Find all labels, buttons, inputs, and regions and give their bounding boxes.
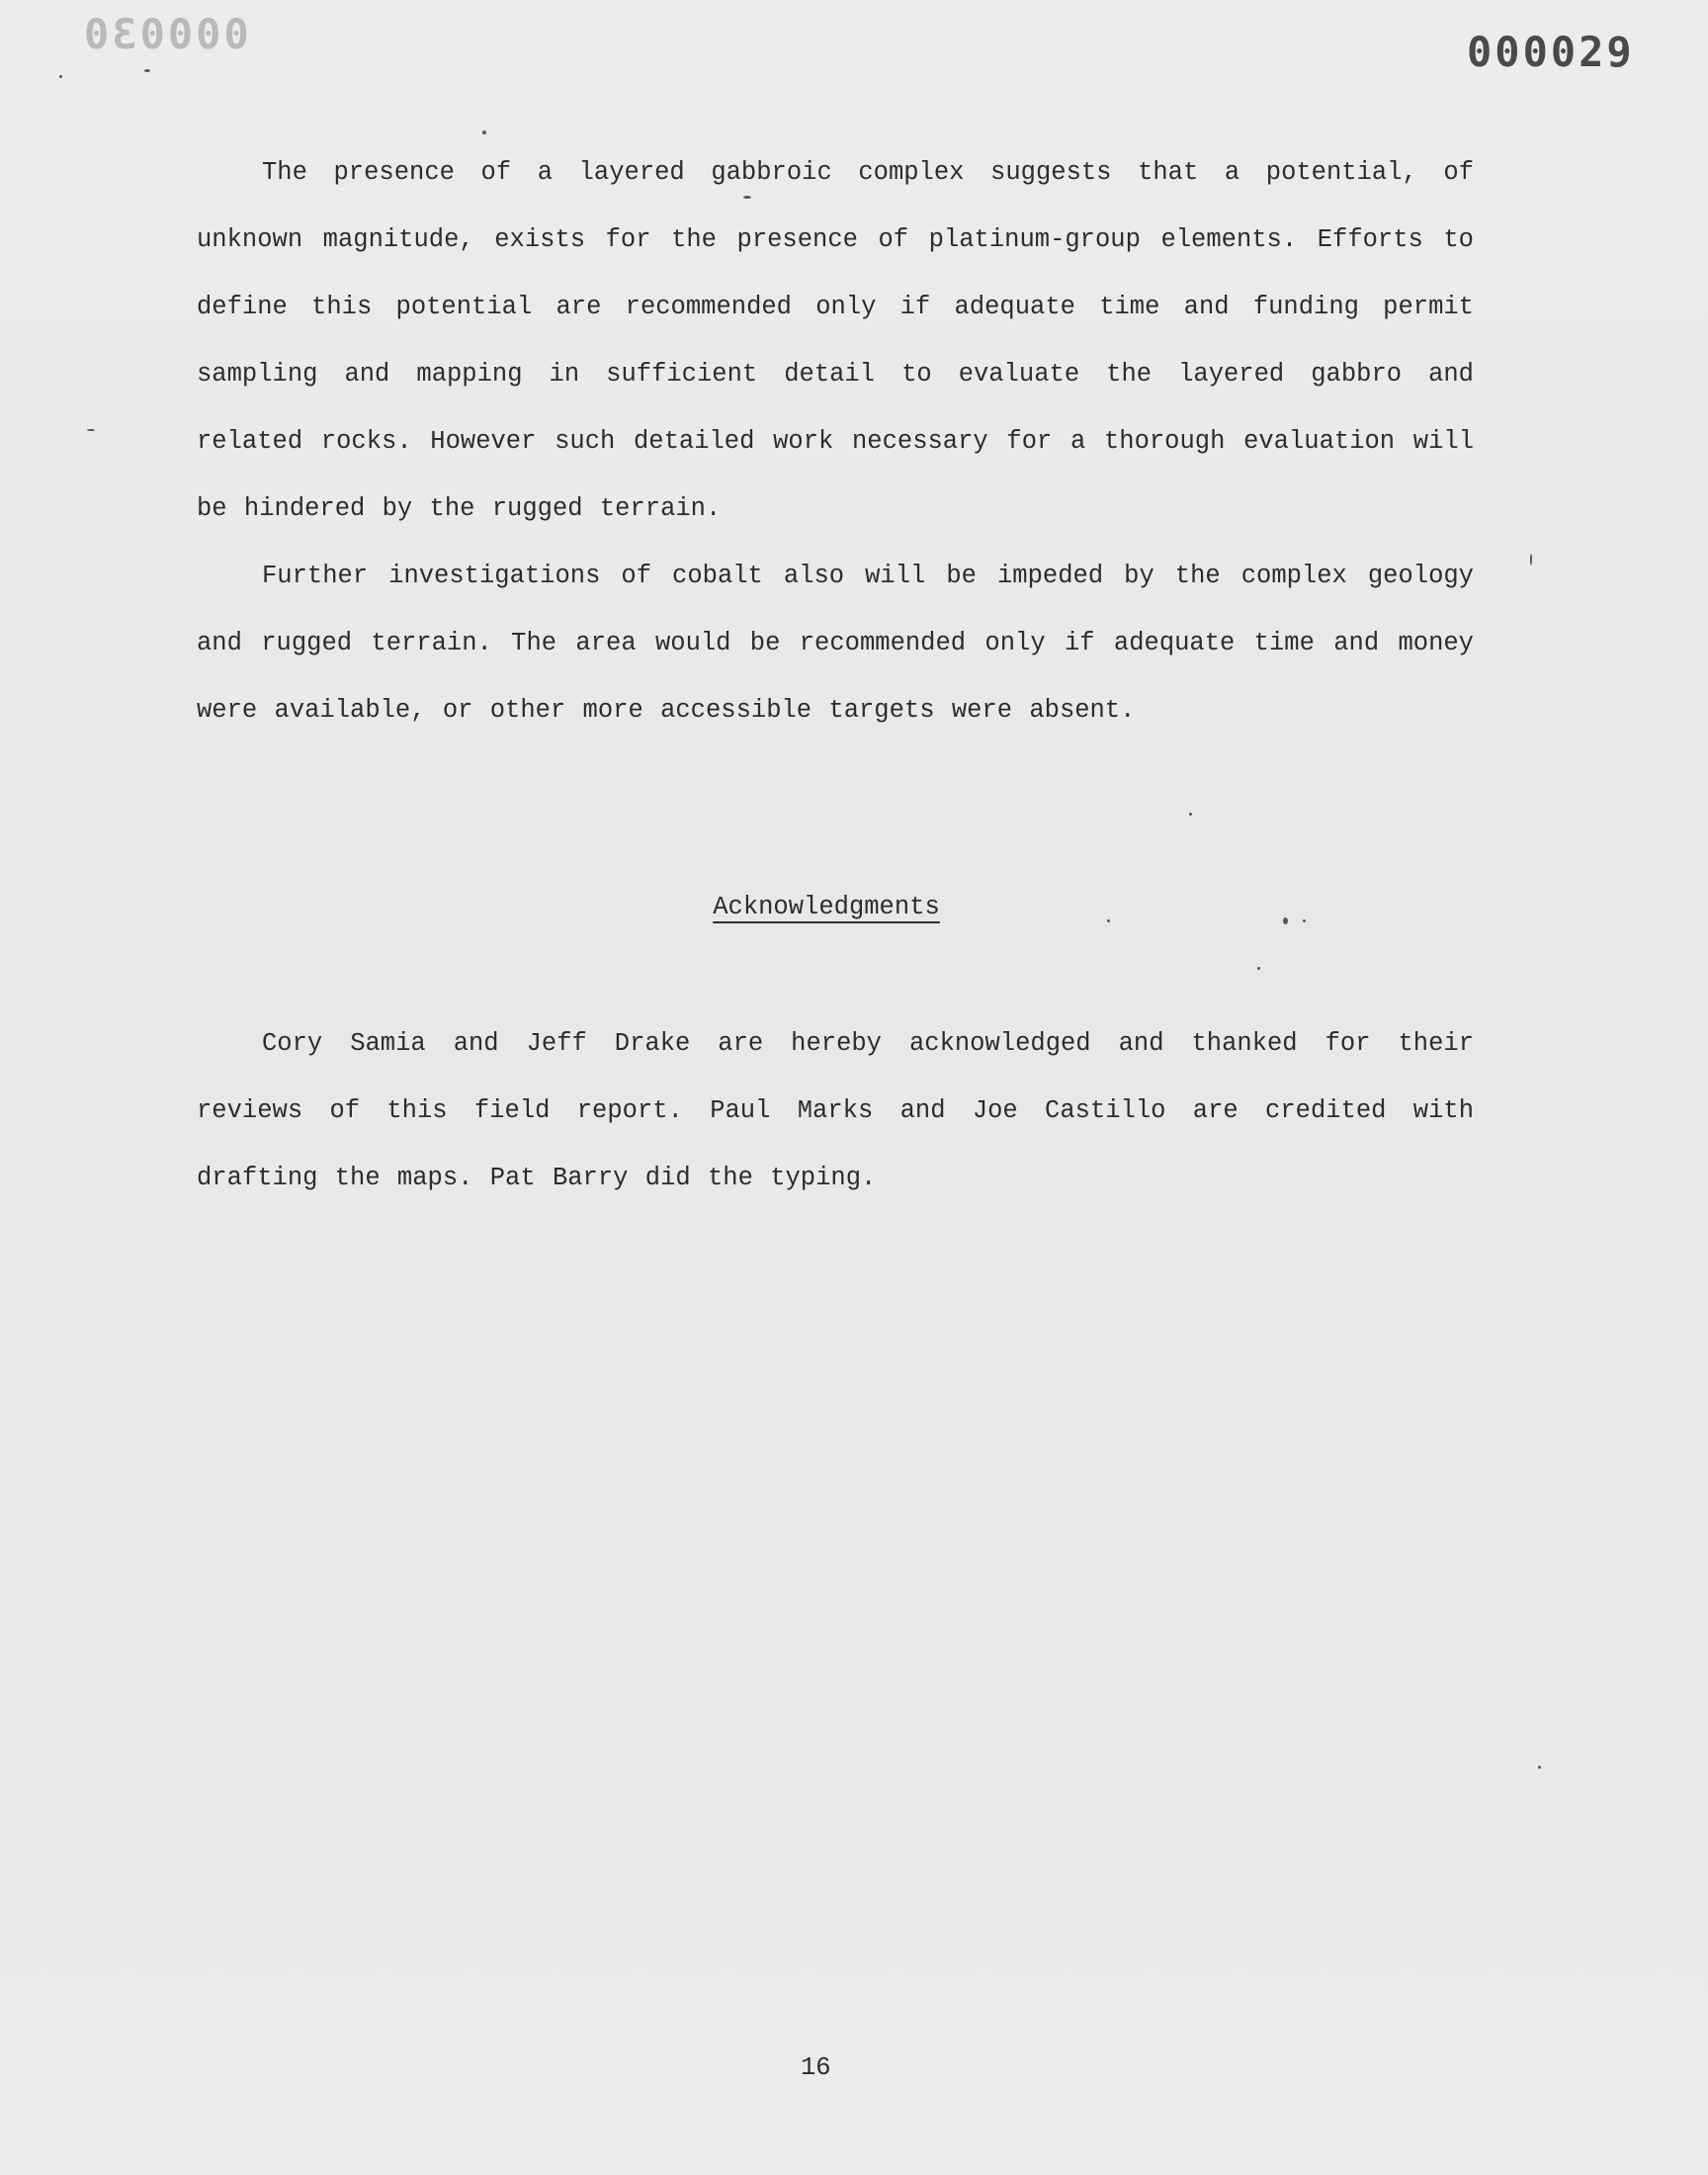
- document-number-stamp: 000029: [1467, 28, 1635, 76]
- scan-speck: [144, 69, 150, 72]
- scan-speck: [1189, 813, 1192, 816]
- scan-speck: [1538, 1766, 1541, 1769]
- paragraph-platinum: The presence of a layered gabbroic complex suggests that a potential, of unknown magnitude, exists for the presence of platinum-group elements. Efforts to define this potential are recommended only if adequate time and funding permit sampling and mapping in sufficient detail to evaluate the layered gabbro and related rocks. However such detailed work necessary for a thorough evaluation will be hindered by the rugged terrain.: [197, 158, 1474, 523]
- scan-speck: [87, 429, 95, 431]
- scan-speck: [1530, 554, 1532, 566]
- section-heading: [0, 893, 1653, 921]
- paragraph-cobalt: Further investigations of cobalt also will be impeded by the complex geology and rugged terrain. The area would be recommended only if adequate time and money were available, or other more accessible targets were absent.: [197, 562, 1474, 725]
- scan-speck: [482, 130, 486, 134]
- scan-speck: [1283, 917, 1288, 924]
- mirrored-bleed-through-stamp: 000030: [81, 10, 249, 58]
- page-number: 16: [801, 2053, 831, 2082]
- section-heading-text: Acknowledgments: [713, 893, 940, 921]
- scan-speck: [1107, 919, 1110, 922]
- scan-speck: [1303, 919, 1306, 922]
- paragraph-acknowledgments: Cory Samia and Jeff Drake are hereby acknowledged and thanked for their reviews of this field report. Paul Marks and Joe Castillo are credited with drafting the maps. Pat Barry did the typing.: [197, 1029, 1474, 1192]
- scan-speck: [743, 196, 751, 199]
- scan-speck: [59, 75, 62, 78]
- scan-speck: [1257, 967, 1260, 970]
